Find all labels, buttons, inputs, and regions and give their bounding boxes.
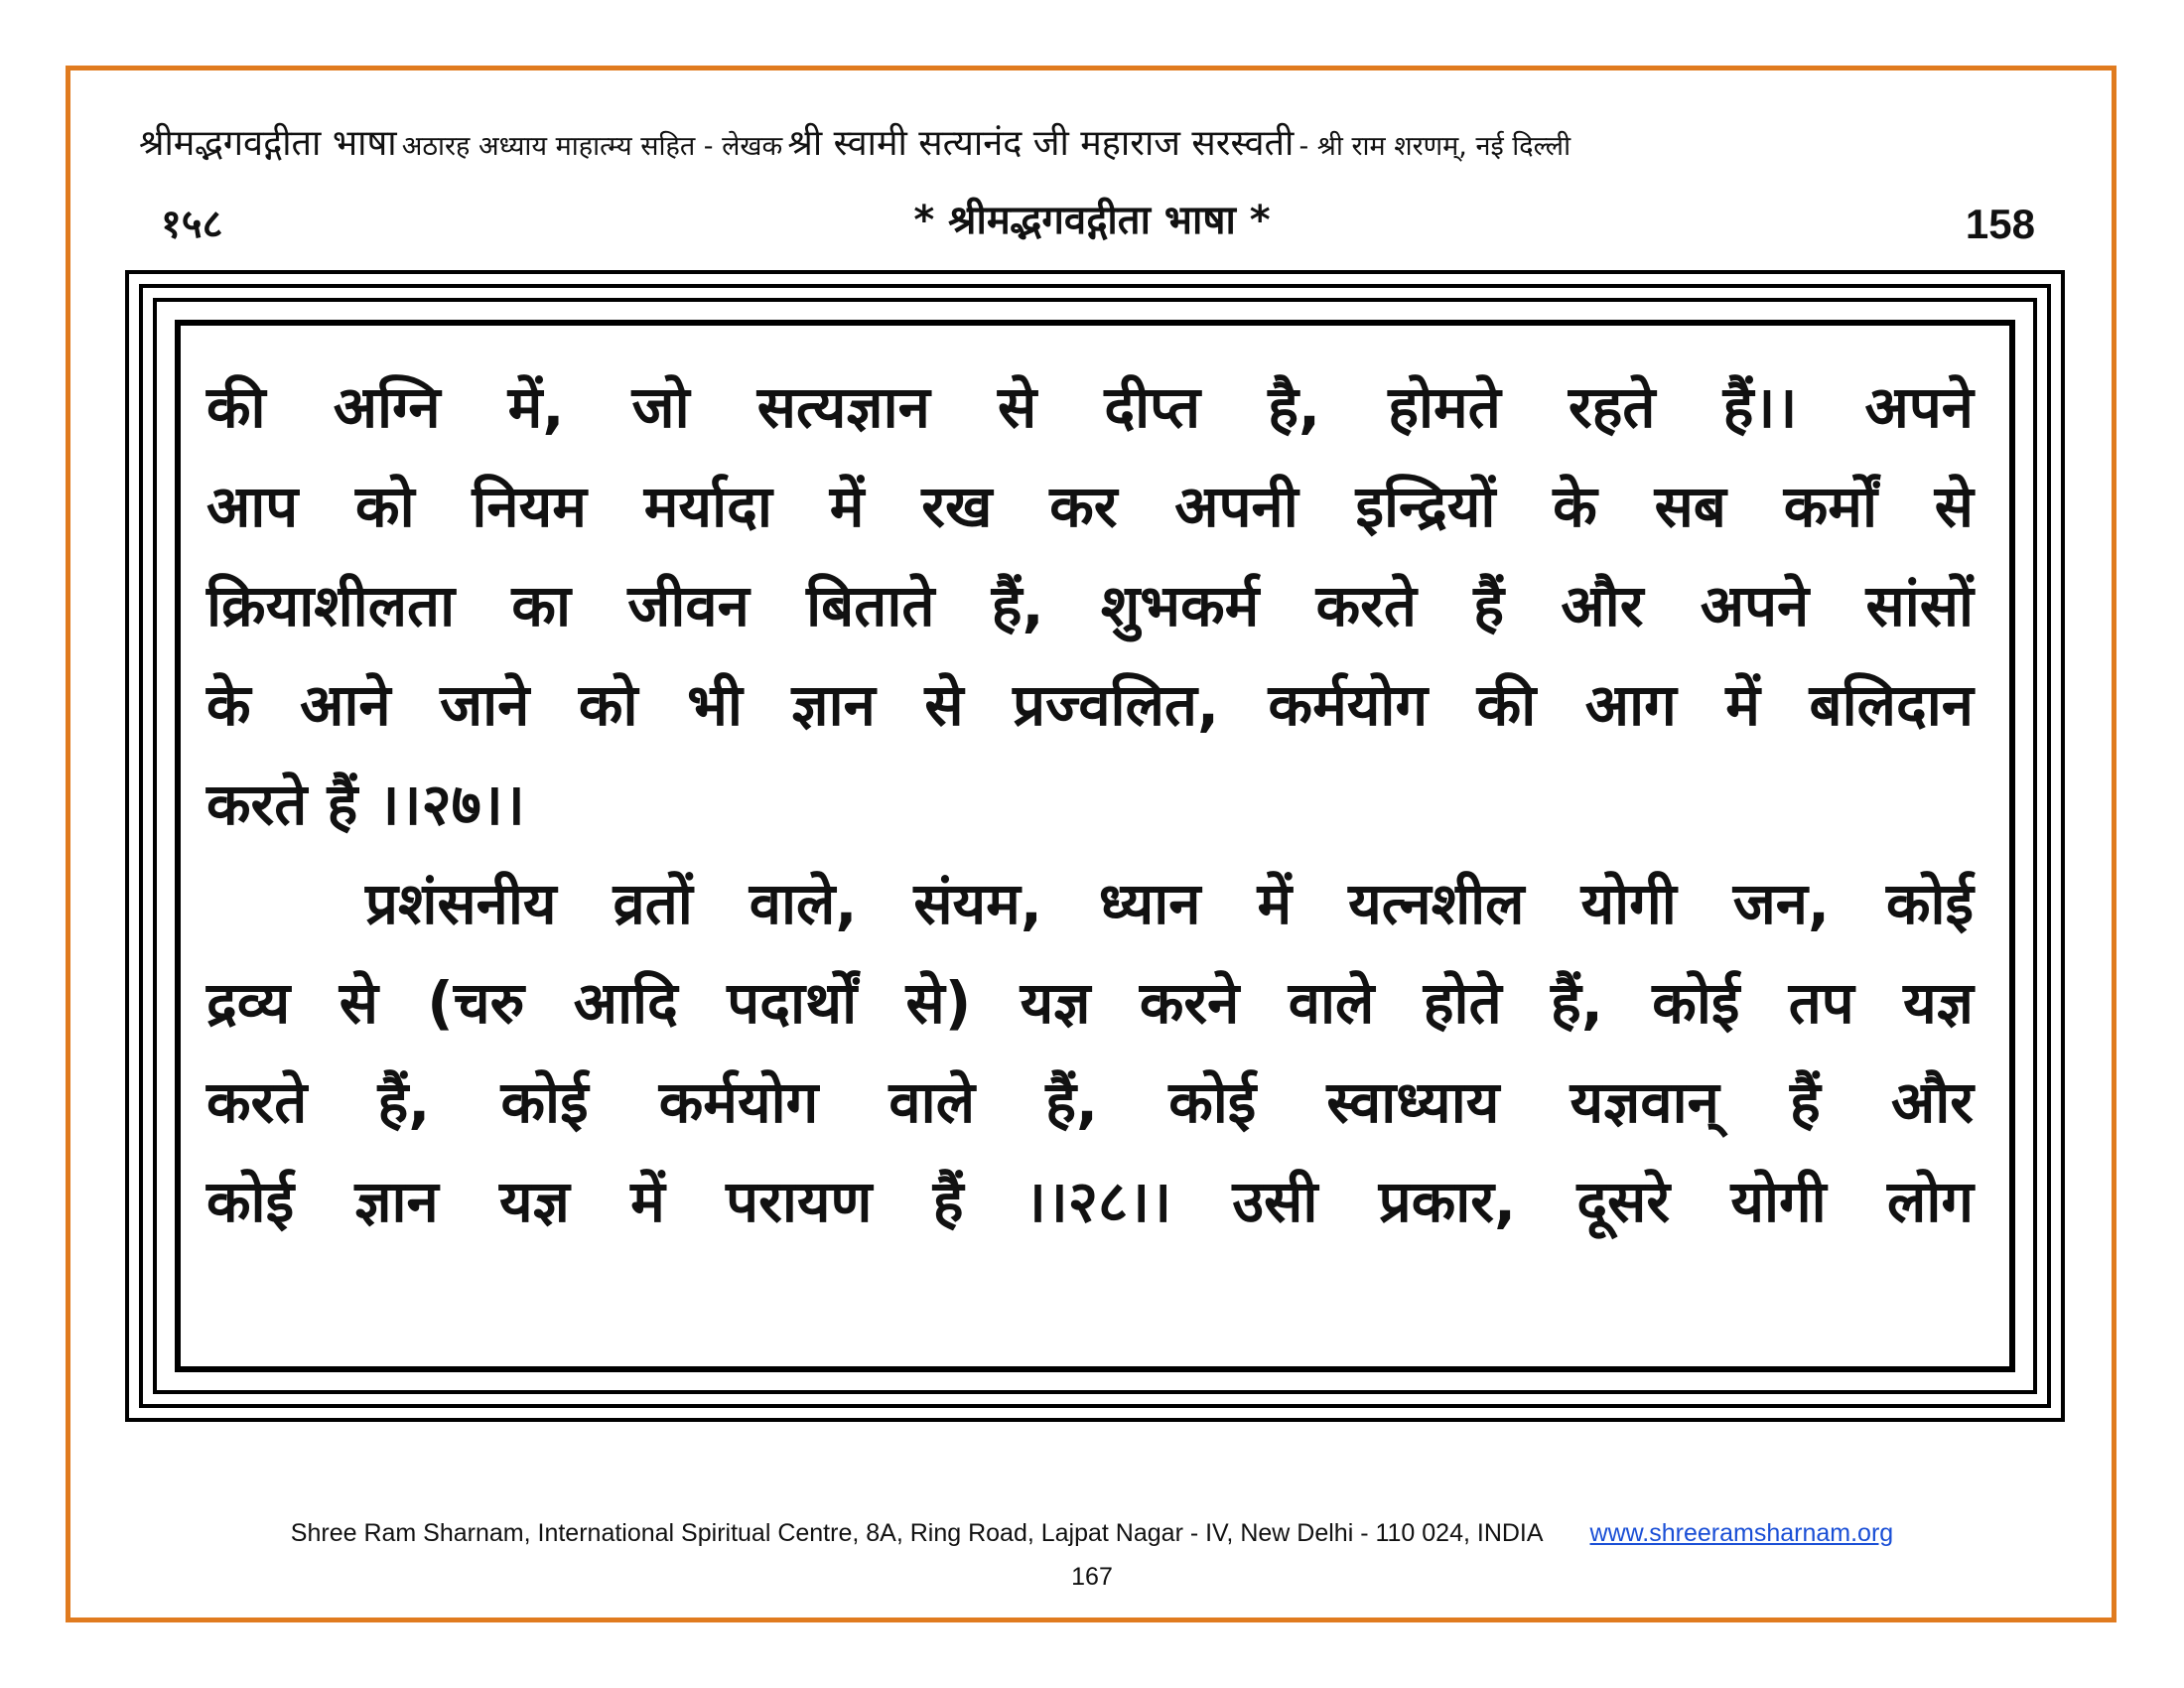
text-line: के आने जाने को भी ज्ञान से प्रज्वलित, कर्मयोग की आग में बलिदान <box>206 671 1974 739</box>
text-line: कोई ज्ञान यज्ञ में परायण हैं ।।२८।। उसी प्रकार, दूसरे योगी लोग <box>206 1168 1974 1235</box>
text-line: करते हैं ।।२७।। <box>206 771 525 838</box>
footer-page-number: 167 <box>1071 1563 1113 1591</box>
text-line: प्रशंसनीय व्रतों वाले, संयम, ध्यान में यत्नशील योगी जन, कोई <box>365 870 1974 937</box>
text-line: क्रियाशीलता का जीवन बिताते हैं, शुभकर्म करते हैं और अपने सांसों <box>206 572 1974 639</box>
page-number: 158 <box>1965 201 2035 247</box>
text-line: की अग्नि में, जो सत्यज्ञान से दीप्त है, होमते रहते हैं।। अपने <box>206 373 1974 441</box>
verse-text <box>206 357 1974 1251</box>
footer-address: Shree Ram Sharnam, International Spiritual Centre, 8A, Ring Road, Lajpat Nagar - IV, New Delhi - 110 024, INDIA <box>290 1519 1544 1547</box>
header-publisher: - श्री राम शरणम्, नई दिल्ली <box>1298 131 1571 162</box>
running-head <box>149 187 2035 256</box>
header-title: श्रीमद्भगवद्गीता भाषा <box>139 123 397 164</box>
page-number-devanagari: १५८ <box>161 202 223 247</box>
text-line: द्रव्य से (चरु आदि पदार्थों से) यज्ञ करने वाले होते हैं, कोई तप यज्ञ <box>206 969 1974 1037</box>
document-header <box>139 117 2055 177</box>
footer <box>0 1519 2184 1548</box>
header-subtitle: अठारह अध्याय माहात्म्य सहित - लेखक <box>401 131 783 162</box>
website-link[interactable]: www.shreeramsharnam.org <box>1589 1519 1894 1547</box>
header-author: श्री स्वामी सत्यानंद जी महाराज सरस्वती <box>787 123 1295 164</box>
running-title: * श्रीमद्भगवद्गीता भाषा * <box>913 198 1271 243</box>
text-line: आप को नियम मर्यादा में रख कर अपनी इन्द्रियों के सब कर्मों से <box>206 473 1974 540</box>
text-line: करते हैं, कोई कर्मयोग वाले हैं, कोई स्वाध्याय यज्ञवान् हैं और <box>206 1068 1974 1136</box>
